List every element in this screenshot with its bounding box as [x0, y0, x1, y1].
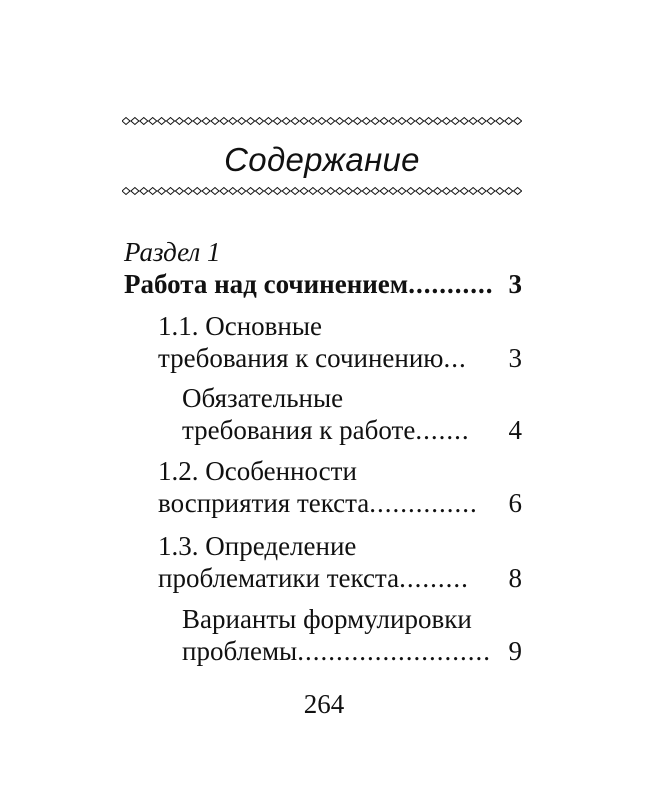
ornament-diamond	[451, 188, 459, 195]
page-title: Содержание	[224, 141, 420, 178]
ornament-diamond	[469, 188, 477, 195]
ornament-diamond	[167, 118, 175, 125]
toc-entry-page: 8	[508, 563, 522, 593]
ornament-diamond	[407, 118, 415, 125]
toc-entry-title-line1: 1.1. Основные	[158, 311, 323, 341]
ornament-diamond	[158, 118, 166, 125]
ornament-diamond	[229, 188, 237, 195]
ornament-diamond	[131, 188, 139, 195]
ornament-diamond	[291, 188, 299, 195]
toc-entry-mandatory-requirements[interactable]	[182, 382, 522, 446]
ornament-diamond	[327, 118, 335, 125]
toc-entry-line	[182, 635, 522, 667]
ornament-diamond	[264, 118, 272, 125]
ornament-diamond	[487, 188, 495, 195]
toc-entry-page: 3	[508, 343, 522, 373]
ornament-diamond	[407, 188, 415, 195]
ornament-diamond	[122, 118, 130, 125]
toc-entry-title-line1: Обязательные	[182, 383, 344, 413]
toc-entry-page: 4	[508, 415, 522, 445]
ornament-diamond	[220, 118, 228, 125]
ornament-diamond	[309, 188, 317, 195]
ornament-diamond	[175, 188, 183, 195]
ornament-diamond	[434, 188, 442, 195]
ornament-diamond	[336, 188, 344, 195]
ornament-diamond	[380, 188, 388, 195]
ornament-diamond	[238, 188, 246, 195]
ornament-diamond	[167, 188, 175, 195]
ornament-diamond	[442, 118, 450, 125]
page-number: 264	[303, 689, 345, 719]
ornament-diamond	[256, 118, 264, 125]
ornament-diamond	[300, 118, 308, 125]
ornament-diamond	[362, 118, 370, 125]
ornament-diamond	[505, 188, 513, 195]
ornament-diamond	[425, 188, 433, 195]
ornament-diamond	[345, 118, 353, 125]
toc-entry-1-1[interactable]	[158, 310, 522, 374]
ornament-diamond	[202, 188, 210, 195]
ornament-diamond	[211, 118, 219, 125]
ornament-diamond	[487, 118, 495, 125]
toc-entry-page: 3	[508, 269, 522, 299]
ornament-diamond	[149, 188, 157, 195]
toc-entry-line	[158, 342, 522, 374]
ornament-diamond	[416, 188, 424, 195]
ornament-diamond	[496, 118, 504, 125]
ornament-diamond	[398, 188, 406, 195]
toc-entry-line	[158, 562, 522, 594]
ornament-diamond	[122, 188, 130, 195]
ornament-diamond	[193, 118, 201, 125]
ornament-diamond	[496, 188, 504, 195]
toc-entry-problem-wording-variants[interactable]	[182, 603, 522, 667]
ornament-top-svg	[122, 116, 522, 126]
ornament-top-divider	[122, 116, 522, 126]
toc-entry-line	[124, 268, 522, 300]
ornament-diamond	[211, 188, 219, 195]
toc-entry-title-line1: 1.3. Определение	[158, 531, 357, 561]
toc-entry-title: Работа над сочинением	[124, 269, 409, 299]
ornament-diamond	[442, 188, 450, 195]
ornament-diamond	[318, 118, 326, 125]
ornament-diamond	[469, 118, 477, 125]
toc-entry-1-3[interactable]	[158, 530, 522, 594]
ornament-diamond	[140, 118, 148, 125]
ornament-diamond	[505, 118, 513, 125]
ornament-diamond	[327, 188, 335, 195]
ornament-diamond	[140, 188, 148, 195]
ornament-diamond	[273, 188, 281, 195]
ornament-diamond	[184, 118, 192, 125]
ornament-diamond	[353, 188, 361, 195]
ornament-diamond	[282, 188, 290, 195]
ornament-diamond	[389, 118, 397, 125]
ornament-diamond	[256, 188, 264, 195]
ornament-diamond	[371, 188, 379, 195]
ornament-diamond	[175, 118, 183, 125]
toc-entry-title-line2: требования к работе	[182, 415, 416, 445]
ornament-diamond	[460, 118, 468, 125]
toc-entry-title-line2: восприятия текста	[158, 488, 370, 518]
toc-entry-leader: .......	[415, 415, 470, 445]
toc-entry-work-on-essay[interactable]	[124, 268, 522, 300]
ornament-bottom-divider	[122, 186, 522, 196]
ornament-diamond	[264, 188, 272, 195]
ornament-diamond	[460, 188, 468, 195]
toc-entry-title-line2: проблематики текста	[158, 563, 400, 593]
toc-entry-leader: ...	[443, 343, 467, 373]
toc-entry-title-line1: Варианты формулировки	[182, 604, 472, 634]
ornament-diamond	[318, 188, 326, 195]
ornament-diamond	[478, 188, 486, 195]
ornament-diamond	[362, 188, 370, 195]
ornament-diamond	[380, 118, 388, 125]
ornament-diamond	[434, 118, 442, 125]
ornament-diamond	[371, 118, 379, 125]
ornament-diamond	[416, 118, 424, 125]
toc-entry-line	[158, 487, 522, 519]
ornament-diamond	[514, 188, 522, 195]
toc-entry-leader: .........	[399, 563, 469, 593]
ornament-diamond	[238, 118, 246, 125]
ornament-diamond	[229, 118, 237, 125]
toc-entry-title-line2: требования к сочинению	[158, 343, 444, 373]
section-label: Раздел 1	[124, 237, 221, 267]
toc-entry-page: 6	[508, 488, 522, 518]
ornament-diamond	[389, 188, 397, 195]
ornament-diamond	[193, 188, 201, 195]
ornament-diamond	[336, 118, 344, 125]
ornament-diamond	[353, 118, 361, 125]
ornament-diamond	[425, 118, 433, 125]
ornament-diamond	[451, 118, 459, 125]
ornament-diamond	[158, 188, 166, 195]
ornament-diamond	[300, 188, 308, 195]
ornament-bottom-svg	[122, 186, 522, 196]
ornament-diamond	[220, 188, 228, 195]
ornament-diamond	[184, 188, 192, 195]
toc-entry-page: 9	[508, 636, 522, 666]
ornament-diamond	[398, 118, 406, 125]
ornament-diamond	[273, 118, 281, 125]
ornament-diamond	[478, 118, 486, 125]
ornament-diamond	[345, 188, 353, 195]
ornament-diamond	[247, 188, 255, 195]
ornament-diamond	[131, 118, 139, 125]
toc-entry-leader: ...........	[408, 269, 494, 299]
toc-entry-leader: .........................	[297, 636, 491, 666]
ornament-diamond	[202, 118, 210, 125]
ornament-diamond	[291, 118, 299, 125]
ornament-diamond	[247, 118, 255, 125]
toc-entry-title-line2: проблемы	[182, 636, 298, 666]
toc-entry-title-line1: 1.2. Особенности	[158, 456, 357, 486]
ornament-diamond	[149, 118, 157, 125]
toc-entry-line	[182, 414, 522, 446]
toc-entry-1-2[interactable]	[158, 455, 522, 519]
ornament-diamond	[282, 118, 290, 125]
ornament-diamond	[309, 118, 317, 125]
ornament-diamond	[514, 118, 522, 125]
toc-entry-leader: ..............	[369, 488, 478, 518]
